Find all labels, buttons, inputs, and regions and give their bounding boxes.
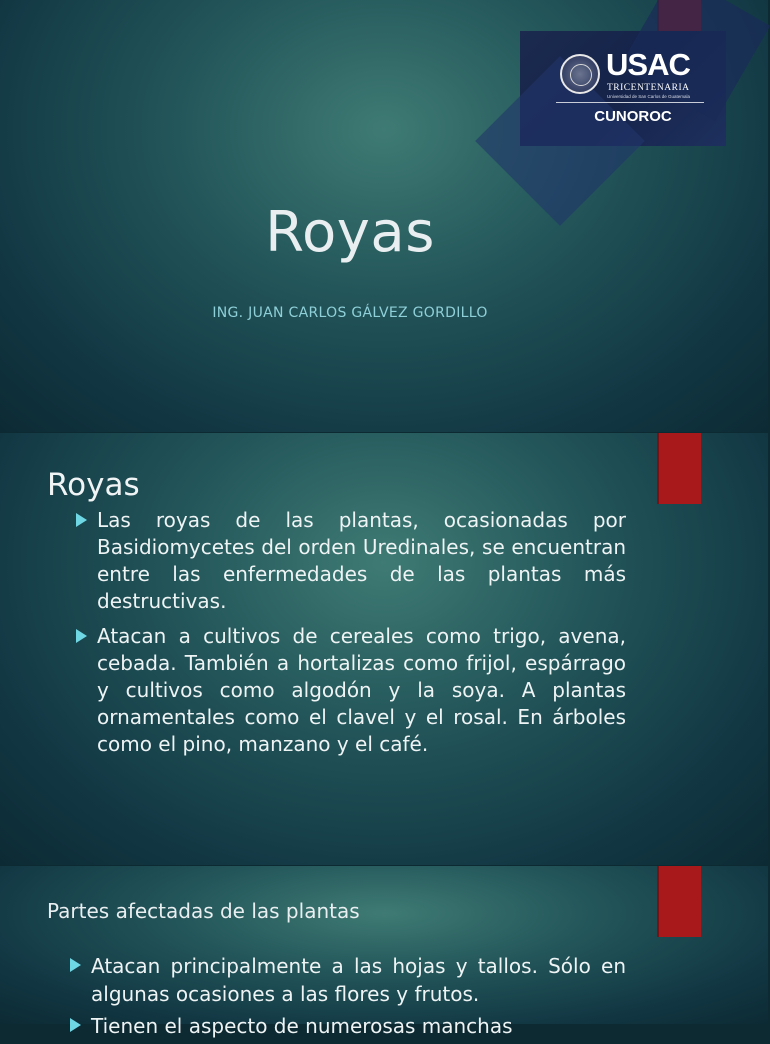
- accent-bar: [657, 433, 701, 504]
- slide-title: Royas: [265, 200, 435, 265]
- bullet-arrow-icon: [76, 513, 87, 527]
- list-item: [68, 952, 626, 1008]
- bullet-text: Tienen el aspecto de numerosas manchas: [91, 1014, 513, 1038]
- logo-unit: CUNOROC: [594, 108, 672, 125]
- content-slide-royas: [0, 433, 768, 865]
- bullet-list: [74, 507, 626, 766]
- logo-brand: USAC: [606, 47, 690, 82]
- accent-bar: [657, 866, 701, 937]
- content-slide-partes: [0, 866, 768, 1038]
- list-item: [74, 507, 626, 615]
- university-seal-icon: [560, 54, 600, 94]
- slide-heading: Royas: [47, 467, 140, 503]
- logo-small-text: Universidad de San Carlos de Guatemala: [607, 94, 691, 99]
- slide-heading: Partes afectadas de las plantas: [47, 899, 360, 923]
- list-item: [74, 623, 626, 758]
- bullet-text: Atacan a cultivos de cereales como trigo, avena, cebada. También a hortalizas como frijol, espárrago y cultivos como algodón y la soya. A plantas ornamentales como el clavel y el rosal. En árboles como el pino, manzano y el café.: [97, 624, 626, 756]
- logo-divider: [556, 102, 704, 103]
- bullet-text: Atacan principalmente a las hojas y tallos. Sólo en algunas ocasiones a las flores y frutos.: [91, 954, 626, 1006]
- bullet-text: Las royas de las plantas, ocasionadas por Basidiomycetes del orden Uredinales, se encuentran entre las enfermedades de las plantas más destructivas.: [97, 508, 626, 613]
- slide-subtitle: ING. JUAN CARLOS GÁLVEZ GORDILLO: [212, 305, 488, 321]
- list-item: [68, 1012, 626, 1040]
- bullet-arrow-icon: [70, 1018, 81, 1032]
- bullet-arrow-icon: [70, 958, 81, 972]
- usac-logo: [520, 31, 726, 146]
- title-slide: [0, 0, 768, 432]
- bullet-list: [68, 952, 626, 1044]
- bullet-arrow-icon: [76, 629, 87, 643]
- logo-tagline: TRICENTENARIA: [607, 83, 690, 93]
